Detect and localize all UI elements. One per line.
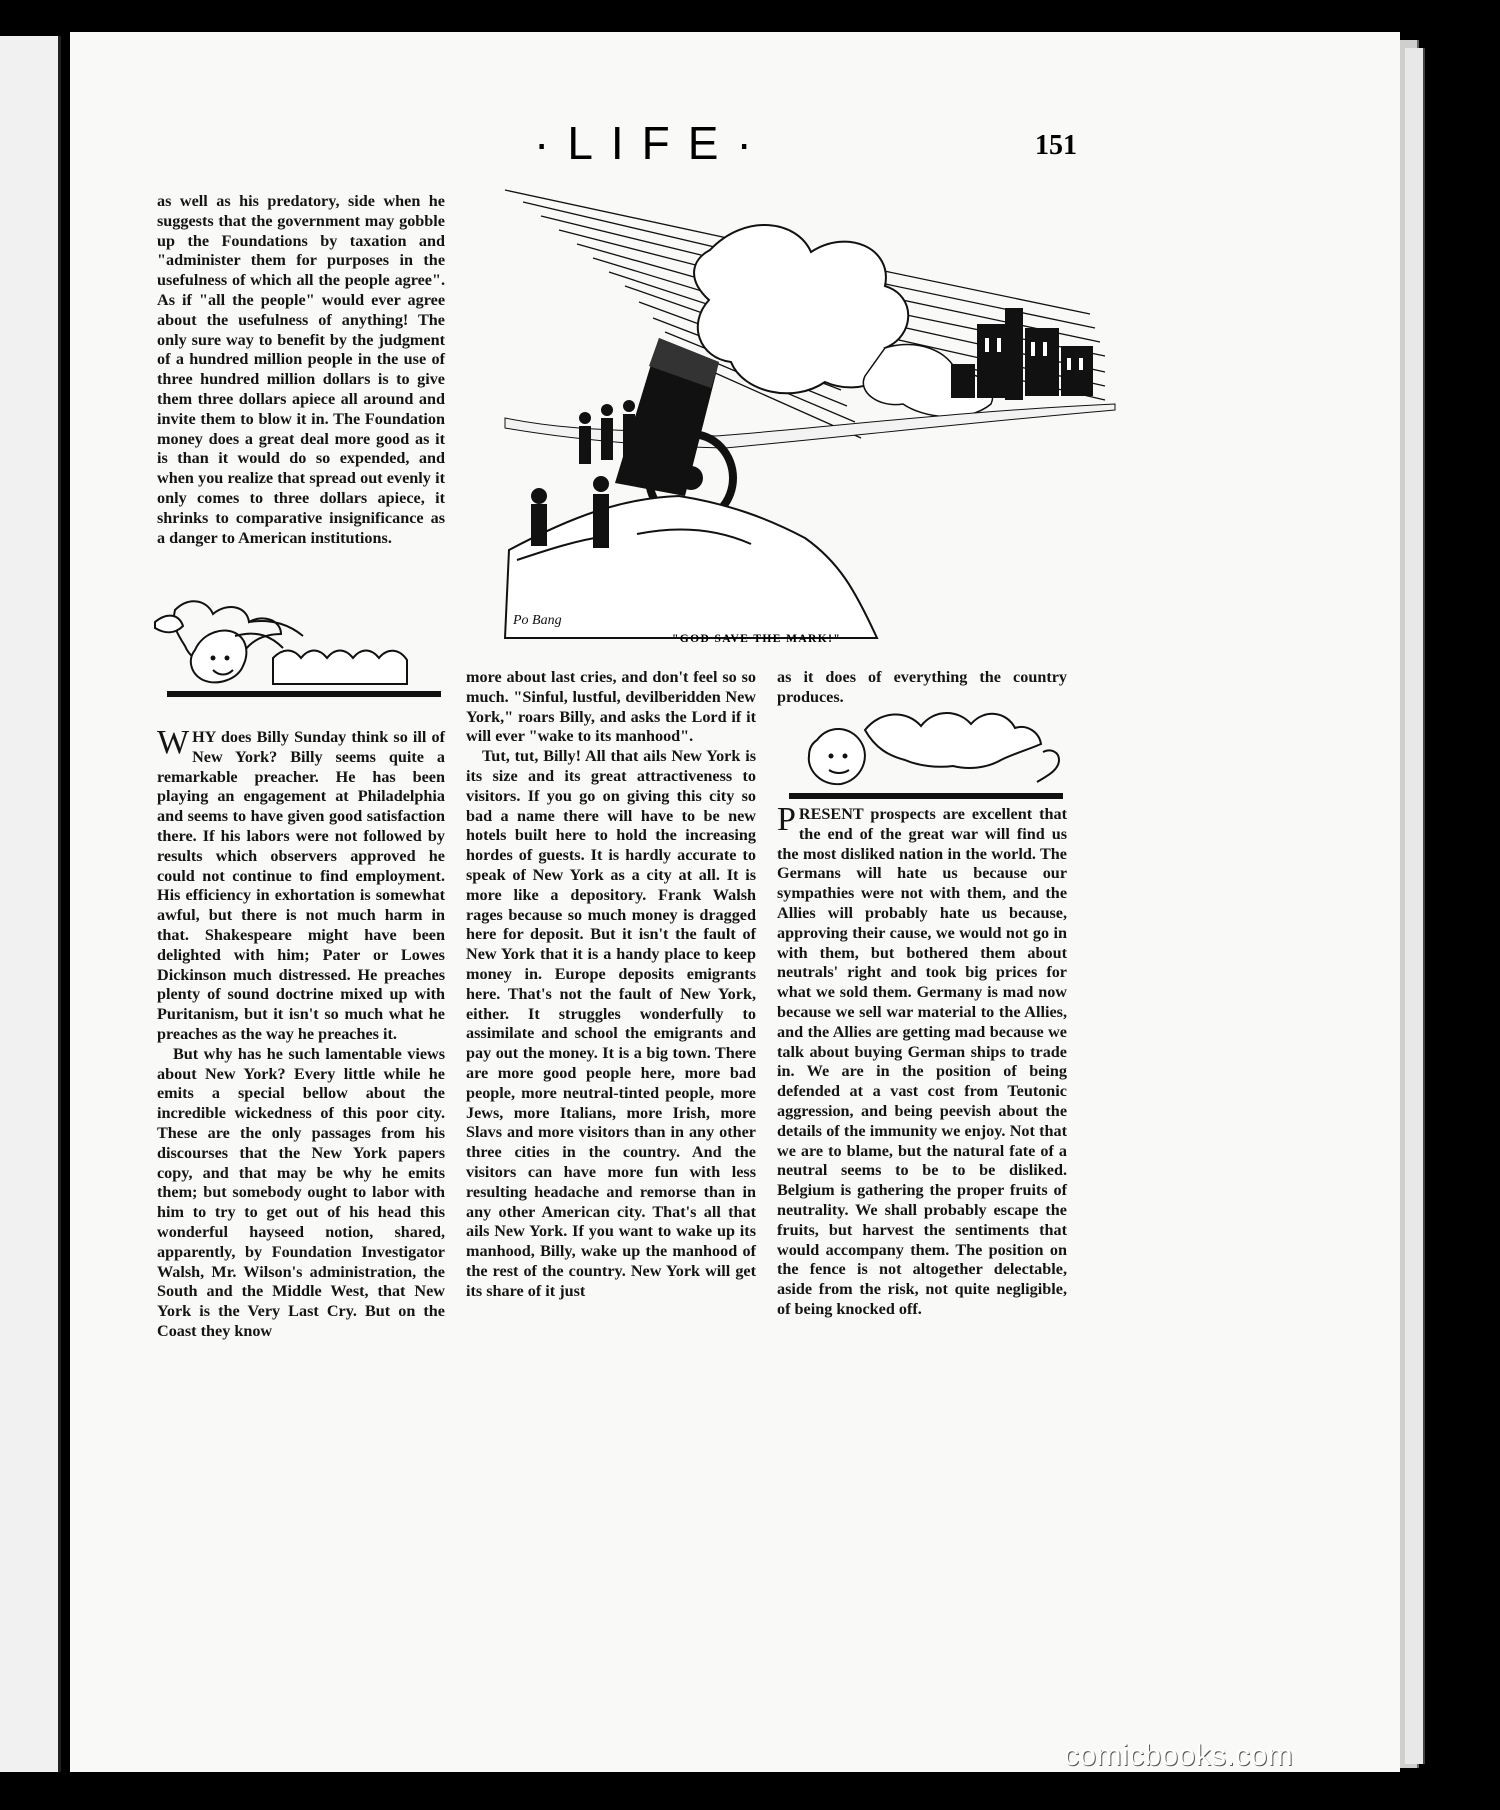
column-d-paragraph: as it does of everything the country produces.	[777, 668, 1067, 706]
column-e-first-paragraph	[777, 801, 1067, 1320]
column-e-text	[777, 801, 1067, 1320]
jester-drawing-icon	[155, 592, 447, 698]
svg-text:Po Bang: Po Bang	[513, 613, 562, 628]
adjacent-page-edge	[0, 36, 61, 1772]
page-stack-edge-inner	[1405, 48, 1425, 1764]
column-b-paragraph-1: HY does Billy Sunday think so ill of New York? Billy seems quite a remarkable preacher. He has been playing an engagement at Philadelphia and seems to have given good satisfaction there. If his labors were not followed by results which observers approved he could not continue to find employment. His efficiency in exhortation is somewhat awful, but there is not much harm in that. Shakespeare might have been delighted with him; Pater or Lowes Dickinson much distressed. He preaches plenty of sound doctrine mixed up with Puritanism, but it isn't so much what he preaches as the way he preaches it.	[157, 728, 445, 1043]
dropcap-w: W	[157, 724, 190, 761]
column-b-paragraph-2: But why has he such lamentable views about New York? Every little while he emits a special bellow about the incredible wickedness of this poor city. These are the only passages from his discourses that the New York papers copy, and that may be why he emits them; but somebody ought to labor with him to try to get out of his head this wonderful hayseed notion, shared, apparently, by Foundation Investigator Walsh, Mr. Wilson's administration, the South and the Middle West, that New York is the Very Last Cry. But on the Coast they know	[157, 1044, 445, 1340]
column-a-paragraph: as well as his predatory, side when he suggests that the government may gobble up the Foundations by taxation and "administer them for purposes in the usefulness of which all the people agree". As if "all the people" would ever agree about the usefulness of anything! The only sure way to benefit by the judgment of a hundred million people in the use of three hundred million dollars is to give them three dollars apiece all around and invite them to blow it in. The Foundation money does a great deal more good as it is than it would do so expended, and when you realize that spread out evenly it only comes to three dollars apiece, it shrinks to comparative insignificance as a danger to American institutions.	[157, 192, 445, 547]
column-c-paragraph-1: more about last cries, and don't feel so so much. "Sinful, lustful, devilberidden New York," roars Billy, and asks the Lord if it will ever "wake to its manhood".	[466, 668, 756, 746]
page-number: 151	[1035, 130, 1077, 161]
column-d-text	[777, 668, 1067, 708]
howitzer-cartoon-illustration	[505, 178, 1115, 638]
cats-drawing-icon	[777, 694, 1069, 800]
column-b-text	[157, 724, 445, 1342]
column-c-text	[466, 668, 756, 1302]
column-a-text	[157, 192, 445, 548]
column-c-paragraph-2: Tut, tut, Billy! All that ails New York is its size and its great attractiveness to visitors. If you go on giving this city so bad a name there will have to be new hotels built here to hold the increasing hordes of guests. It is hardly accurate to speak of New York as a city at all. It is more like a depository. Frank Walsh rages because so much money is dragged here for deposit. But it isn't the fault of New York that it is a handy place to keep money in. Europe deposits emigrants here. That's not the fault of New York, either. It struggles wonderfully to assimilate and school the emigrants and pay out the money. It is a big town. There are more good people here, more bad people, more neutral-tinted people, more Jews, more Italians, more Irish, more Slavs and more visitors than in any other three cities in the country. And the visitors can have more fun with less resulting headache and remorse than in any other American city. That's all that ails New York. If you want to wake up its manhood, Billy, wake up the manhood of the rest of the country. New York will get its share of it just	[466, 747, 756, 1300]
magazine-masthead: ·LIFE·	[534, 117, 770, 169]
cartoon-caption: "GOD SAVE THE MARK!"	[672, 633, 842, 645]
column-e-paragraph-1: RESENT prospects are excellent that the end of the great war will find us the most disliked nation in the world. The Germans will hate us because our sympathies were not with them, and the Allies will probably hate us because, approving their cause, we would not go in with them, but bothered them about neutrals' right and took big prices for what we sold them. Germany is mad now because we sell war material to the Allies, and the Allies are getting mad because we talk about buying German ships to trade in. We are in the position of being defended at a vast cost from Teutonic aggression, and being peevish about the details of the immunity we enjoy. Not that we are to blame, but the natural fate of a neutral seems to be to be disliked. Belgium is gathering the proper fruits of neutrality. We shall probably escape the fruits, but harvest the sentiments that would accompany them. The position on the fence is not altogether delectable, aside from the risk, not quite negligible, of being knocked off.	[777, 805, 1067, 1318]
dropcap-p: P	[777, 801, 796, 838]
column-b-first-paragraph	[157, 724, 445, 1045]
site-watermark: comicbooks.com	[1064, 1739, 1294, 1772]
